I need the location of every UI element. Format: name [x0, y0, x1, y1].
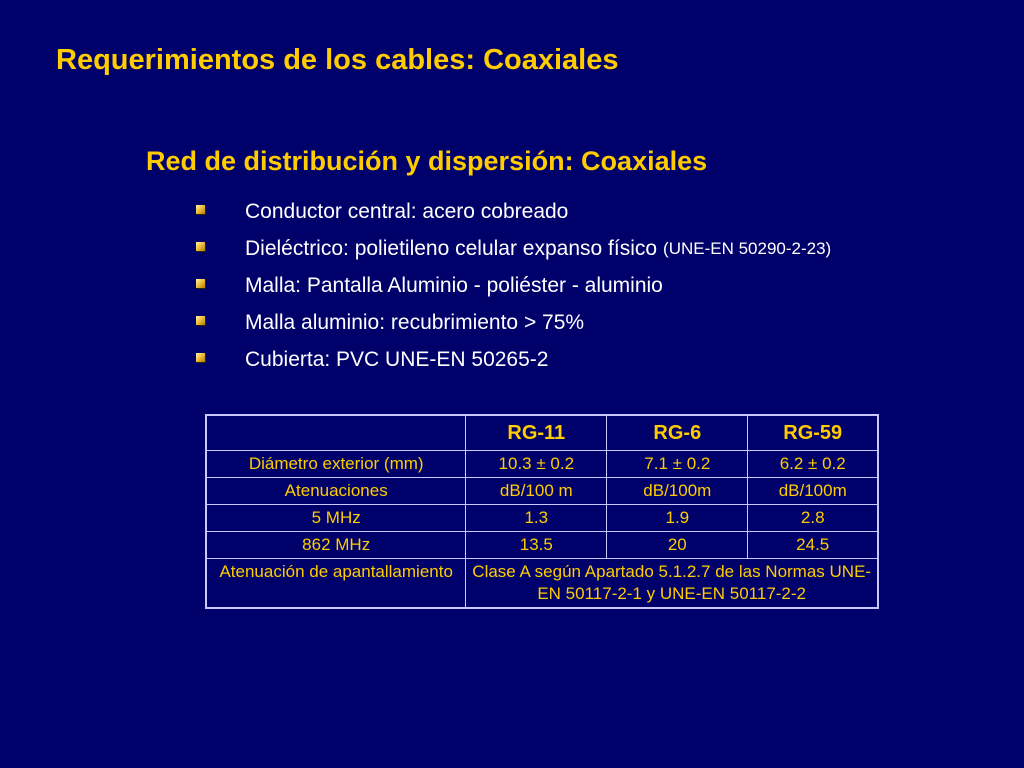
table-cell: 1.3 [466, 505, 607, 532]
table-cell: 13.5 [466, 532, 607, 559]
table-cell: 7.1 ± 0.2 [607, 451, 748, 478]
bullet-text: Cubierta: PVC UNE-EN 50265-2 [245, 347, 549, 371]
table-row [206, 478, 878, 505]
table-row [206, 532, 878, 559]
table-cell: 6.2 ± 0.2 [748, 451, 878, 478]
square-bullet-icon [196, 279, 205, 288]
table-row [206, 505, 878, 532]
table-header-row [206, 415, 878, 451]
square-bullet-icon [196, 205, 205, 214]
table-cell: 20 [607, 532, 748, 559]
table-row [206, 559, 878, 609]
table-row-label: Atenuación de apantallamiento [206, 559, 466, 609]
section-subtitle: Red de distribución y dispersión: Coaxiales [146, 146, 708, 176]
bullet-item [196, 304, 831, 341]
square-bullet-icon [196, 242, 205, 251]
table-header-cell: RG-59 [748, 415, 878, 451]
bullet-text: Malla: Pantalla Aluminio - poliéster - aluminio [245, 273, 663, 297]
table-cell: dB/100m [748, 478, 878, 505]
table-header-cell: RG-11 [466, 415, 607, 451]
table-cell: dB/100m [607, 478, 748, 505]
bullet-text: Malla aluminio: recubrimiento > 75% [245, 310, 585, 334]
cable-spec-table [205, 414, 879, 609]
table-cell: dB/100 m [466, 478, 607, 505]
table-row-label: Diámetro exterior (mm) [206, 451, 466, 478]
slide-title: Requerimientos de los cables: Coaxiales [56, 44, 619, 76]
square-bullet-icon [196, 316, 205, 325]
table-cell: 2.8 [748, 505, 878, 532]
bullet-item [196, 193, 831, 230]
table-merged-cell: Clase A según Apartado 5.1.2.7 de las Normas UNE-EN 50117-2-1 y UNE-EN 50117-2-2 [466, 559, 878, 609]
bullet-item [196, 267, 831, 304]
table-row-label: 862 MHz [206, 532, 466, 559]
table-cell: 1.9 [607, 505, 748, 532]
table-header-cell [206, 415, 466, 451]
table-row [206, 451, 878, 478]
bullet-text: Dieléctrico: polietileno celular expanso físico [245, 236, 658, 260]
table-header-cell: RG-6 [607, 415, 748, 451]
table-cell: 24.5 [748, 532, 878, 559]
bullet-item [196, 230, 831, 267]
table-row-label: 5 MHz [206, 505, 466, 532]
square-bullet-icon [196, 353, 205, 362]
table-row-label: Atenuaciones [206, 478, 466, 505]
bullet-item [196, 341, 831, 378]
bullet-note: (UNE-EN 50290-2-23) [663, 238, 832, 258]
bullet-text: Conductor central: acero cobreado [245, 199, 569, 223]
table-cell: 10.3 ± 0.2 [466, 451, 607, 478]
bullet-list [196, 193, 831, 378]
